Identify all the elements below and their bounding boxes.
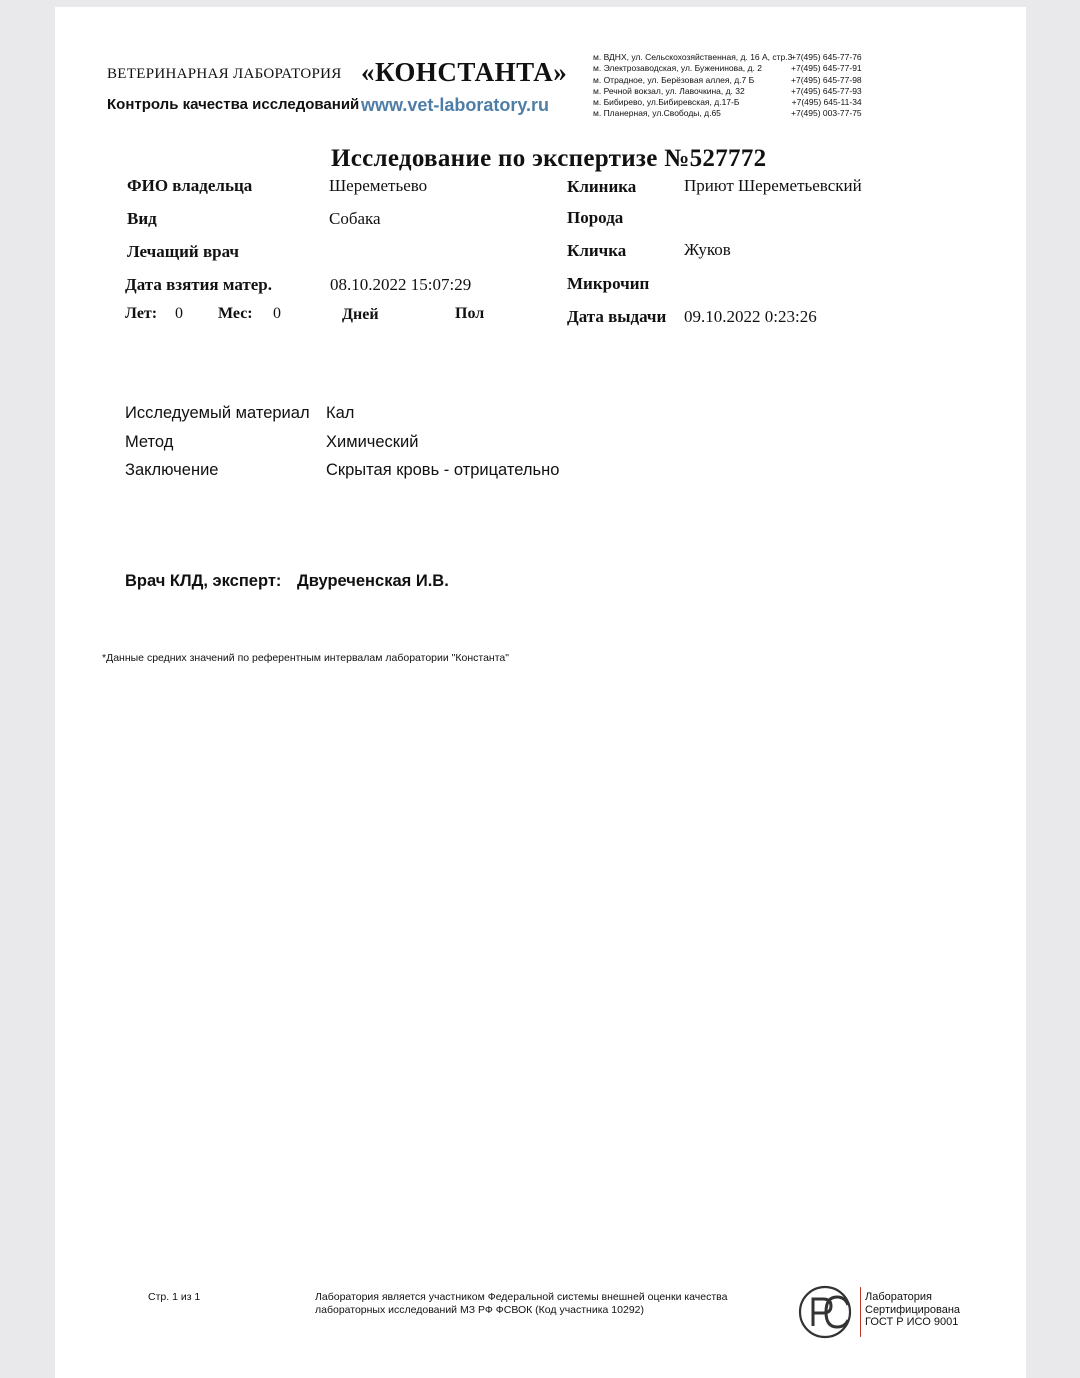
species-value: Собака	[329, 209, 381, 228]
lab-subtitle: Контроль качества исследований	[107, 96, 360, 113]
signature-name: Двуреченская И.В.	[297, 572, 449, 590]
branch-address: м. Планерная, ул.Свободы, д.65	[593, 108, 721, 119]
microchip-label: Микрочип	[567, 274, 650, 293]
signature-label: Врач КЛД, эксперт:	[125, 572, 282, 590]
branch-phone: +7(495) 645-77-93	[791, 85, 862, 96]
certification-text	[865, 1291, 960, 1329]
sample-date-label: Дата взятия матер.	[125, 275, 272, 294]
branch-phone: +7(495) 003-77-75	[791, 108, 862, 119]
fsvok-line: Лаборатория является участником Федеральной системы внешней оценки качества	[315, 1291, 728, 1303]
certification-divider	[860, 1287, 861, 1337]
months-value: 0	[273, 305, 281, 322]
owner-value: Шереметьево	[329, 176, 428, 195]
branch-address: м. Речной вокзал, ул. Лавочкина, д. 32	[593, 85, 745, 96]
result-label: Заключение	[125, 461, 219, 479]
lab-website: www.vet-laboratory.ru	[361, 95, 550, 115]
branch-phone: +7(495) 645-11-34	[791, 97, 862, 108]
result-label: Исследуемый материал	[125, 404, 310, 422]
years-value: 0	[175, 305, 183, 322]
sex-label: Пол	[455, 305, 485, 322]
result-value: Кал	[326, 404, 355, 422]
issue-date-label: Дата выдачи	[567, 307, 667, 326]
rst-certification-logo-icon	[796, 1284, 862, 1340]
fsvok-statement	[315, 1291, 727, 1316]
branch-phone: +7(495) 645-77-76	[791, 52, 862, 62]
page-number: Стр. 1 из 1	[148, 1291, 201, 1303]
clinic-value: Приют Шереметьевский	[684, 176, 862, 195]
sample-date-value: 08.10.2022 15:07:29	[330, 275, 472, 294]
branch-address: м. Отрадное, ул. Берёзовая аллея, д.7 Б	[593, 74, 755, 85]
certification-line: Лаборатория	[865, 1291, 932, 1303]
clinic-label: Клиника	[567, 177, 637, 196]
doctor-label: Лечащий врач	[127, 242, 239, 261]
document-page	[55, 7, 1026, 1378]
result-value: Скрытая кровь - отрицательно	[326, 461, 560, 479]
branch-phone: +7(495) 645-77-98	[791, 74, 862, 85]
result-label: Метод	[125, 433, 174, 451]
breed-label: Порода	[567, 208, 624, 227]
species-label: Вид	[127, 209, 157, 228]
lab-brand: «КОНСТАНТА»	[361, 57, 568, 87]
result-value: Химический	[326, 433, 419, 451]
owner-label: ФИО владельца	[127, 176, 253, 195]
branch-address: м. Бибирево, ул.Бибиревская, д.17-Б	[593, 97, 740, 108]
lab-name: ВЕТЕРИНАРНАЯ ЛАБОРАТОРИЯ	[107, 66, 342, 82]
fsvok-line: лабораторных исследований МЗ РФ ФСВОК (Код участника 10292)	[315, 1303, 645, 1316]
years-label: Лет:	[125, 305, 158, 322]
branch-address-list	[593, 52, 792, 120]
certification-line: Сертифицирована	[865, 1303, 961, 1316]
nickname-label: Кличка	[567, 241, 627, 260]
certification-line: ГОСТ Р ИСО 9001	[865, 1316, 959, 1328]
days-label: Дней	[342, 306, 379, 323]
reference-note: *Данные средних значений по референтным интервалам лаборатории "Константа"	[102, 652, 509, 664]
document-title: Исследование по экспертизе №527772	[331, 145, 767, 172]
branch-address: м. Электрозаводская, ул. Буженинова, д. 2	[593, 63, 762, 74]
branch-address: м. ВДНХ, ул. Сельскохозяйственная, д. 16 А, стр.3	[593, 52, 793, 62]
branch-phone-list	[791, 52, 862, 120]
issue-date-value: 09.10.2022 0:23:26	[684, 307, 817, 326]
nickname-value: Жуков	[684, 240, 731, 259]
months-label: Мес:	[218, 305, 253, 322]
branch-phone: +7(495) 645-77-91	[791, 63, 862, 74]
